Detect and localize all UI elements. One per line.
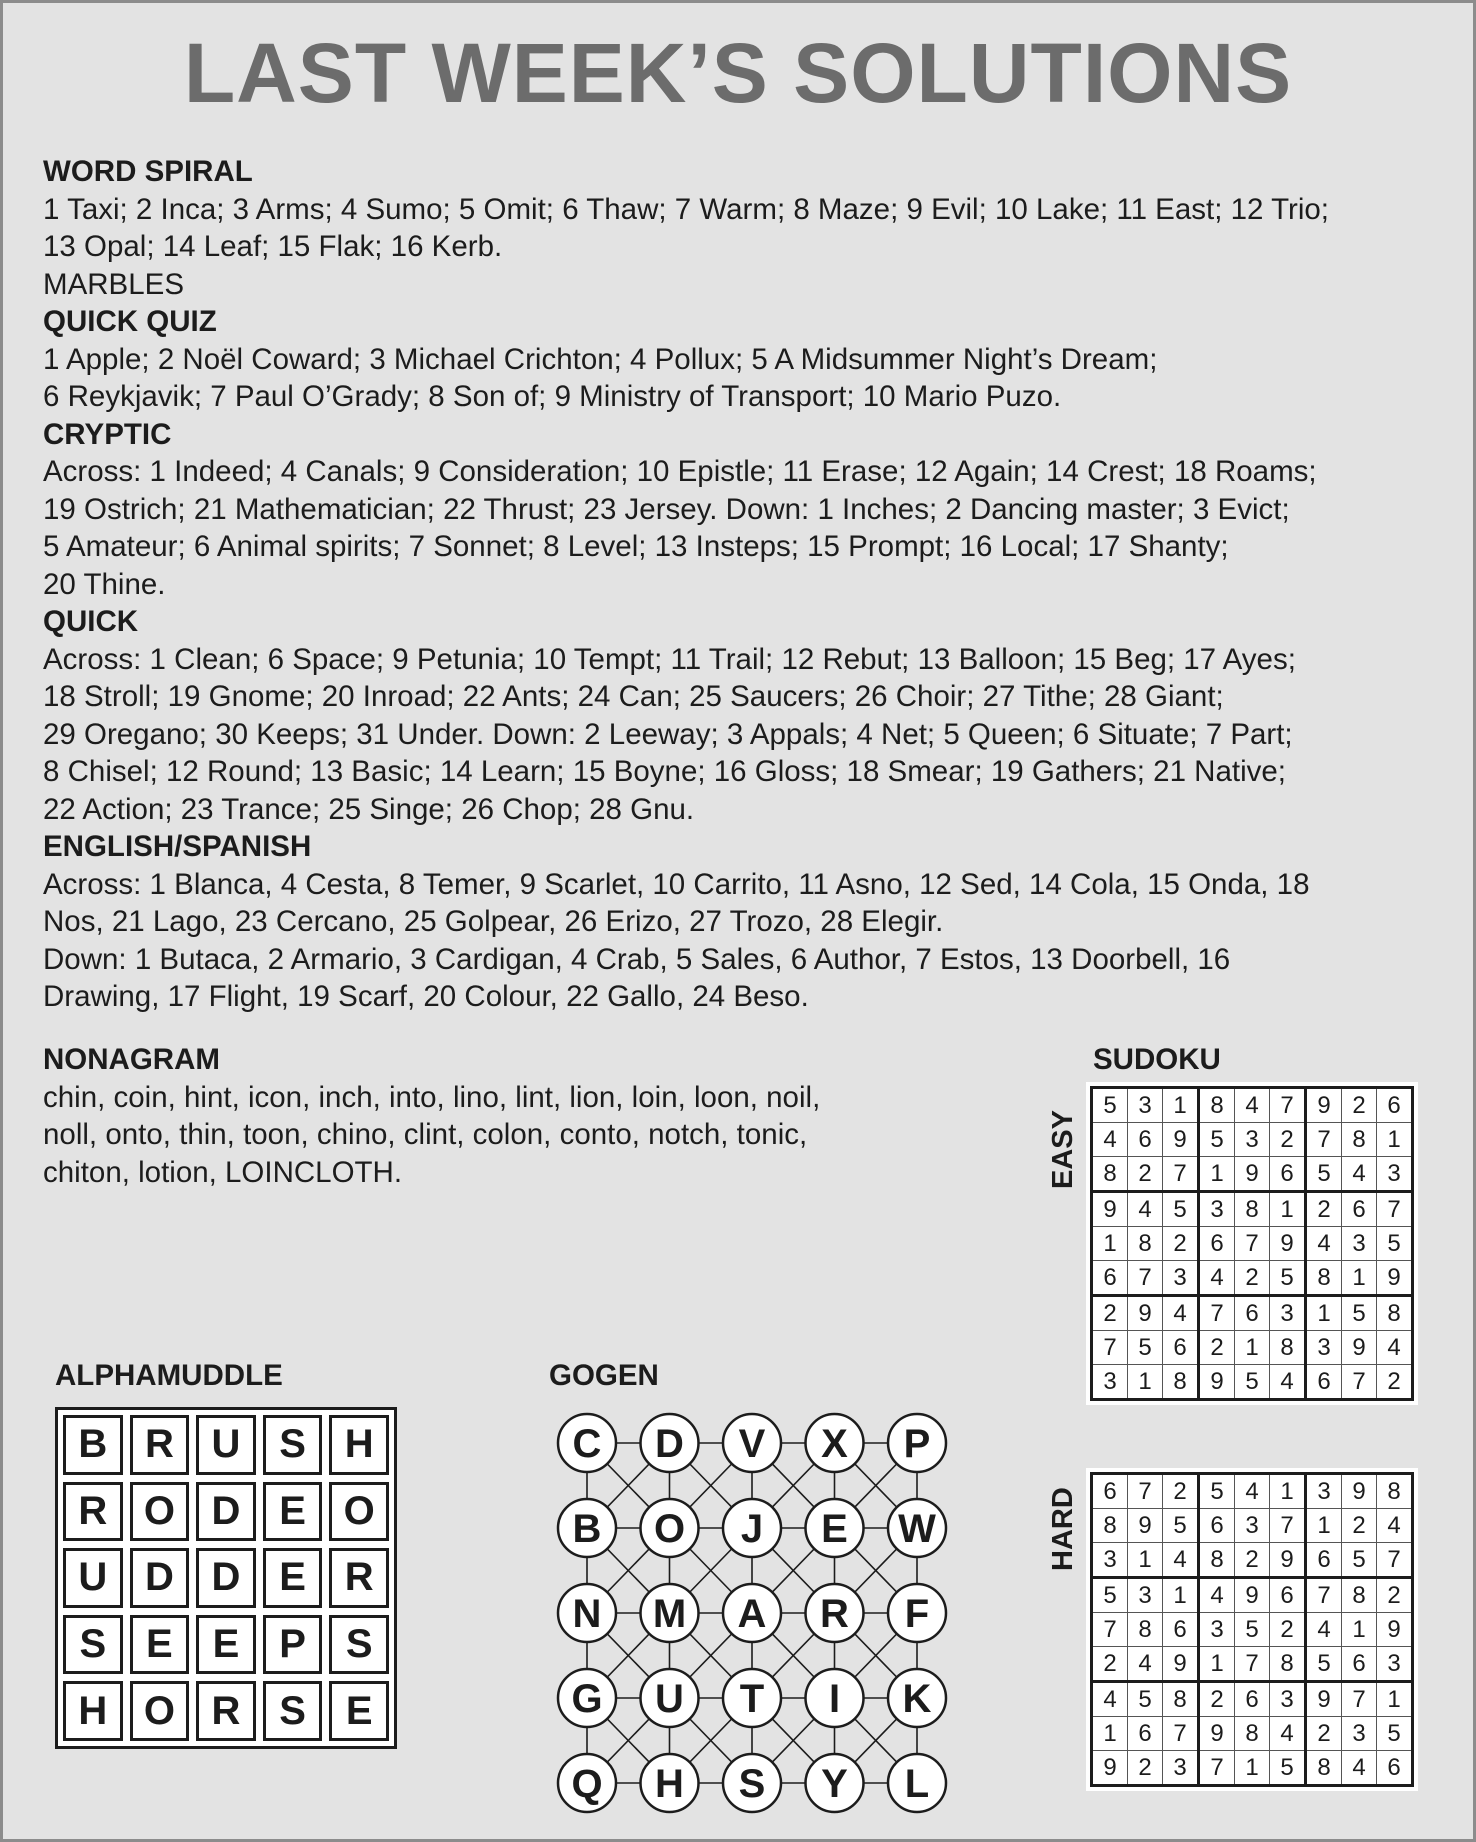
sudoku-row: [1092, 1543, 1413, 1578]
sudoku-cell: 7: [1163, 1157, 1199, 1192]
sudoku-cell: 4: [1306, 1613, 1342, 1647]
cryptic-line: Across: 1 Indeed; 4 Canals; 9 Consideration; 10 Epistle; 11 Erase; 12 Again; 14 Crest; 18 Roams;: [43, 455, 1317, 488]
sudoku-cell: 9: [1128, 1296, 1163, 1331]
sudoku-row: [1092, 1331, 1413, 1365]
quick-line: 29 Oregano; 30 Keeps; 31 Under. Down: 2 Leeway; 3 Appals; 4 Net; 5 Queen; 6 Situate; 7 Part;: [43, 717, 1293, 751]
sudoku-cell: 6: [1306, 1543, 1342, 1578]
sudoku-cell: 5: [1199, 1474, 1235, 1509]
sudoku-cell: 7: [1199, 1296, 1235, 1331]
sudoku-cell: 6: [1128, 1123, 1163, 1157]
quick-line: 18 Stroll; 19 Gnome; 20 Inroad; 22 Ants; 24 Can; 25 Saucers; 26 Choir; 27 Tithe; 28 Giant;: [43, 680, 1224, 713]
gogen-letter: B: [572, 1507, 602, 1551]
word-spiral-line: 1 Taxi; 2 Inca; 3 Arms; 4 Sumo; 5 Omit; 6 Thaw; 7 Warm; 8 Maze; 9 Evil; 10 Lake; 11 East; 12 Trio;: [43, 192, 1329, 226]
sudoku-cell: 8: [1342, 1578, 1377, 1613]
gogen-letter: J: [740, 1507, 764, 1551]
gogen-letter: H: [655, 1762, 684, 1806]
sudoku-cell: 8: [1092, 1157, 1128, 1192]
alphamuddle-cell: D: [130, 1548, 190, 1608]
sudoku-cell: 3: [1306, 1474, 1342, 1509]
sudoku-row: [1092, 1474, 1413, 1509]
alphamuddle-cell: E: [263, 1482, 323, 1542]
sudoku-cell: 1: [1092, 1717, 1128, 1751]
alphamuddle-cell: R: [196, 1681, 256, 1741]
sudoku-row: [1092, 1578, 1413, 1613]
sudoku-cell: 5: [1163, 1509, 1199, 1543]
sudoku-cell: 1: [1342, 1261, 1377, 1296]
sudoku-cell: 4: [1306, 1227, 1342, 1261]
sudoku-cell: 7: [1342, 1682, 1377, 1717]
sudoku-row: [1092, 1647, 1413, 1682]
sudoku-row: [1092, 1682, 1413, 1717]
sudoku-cell: 3: [1128, 1088, 1163, 1123]
sudoku-cell: 1: [1128, 1543, 1163, 1578]
sudoku-cell: 9: [1377, 1261, 1413, 1296]
sudoku-cell: 2: [1128, 1157, 1163, 1192]
alphamuddle-cell: E: [263, 1548, 323, 1608]
sudoku-cell: 8: [1377, 1474, 1413, 1509]
sudoku-cell: 9: [1306, 1682, 1342, 1717]
english-spanish-line: Across: 1 Blanca, 4 Cesta, 8 Temer, 9 Scarlet, 10 Carrito, 11 Asno, 12 Sed, 14 Cola, 15 Onda, 18: [43, 867, 1310, 901]
sudoku-cell: 6: [1092, 1474, 1128, 1509]
sudoku-cell: 2: [1306, 1192, 1342, 1227]
sudoku-cell: 5: [1128, 1682, 1163, 1717]
sudoku-cell: 7: [1235, 1647, 1270, 1682]
sudoku-cell: 6: [1199, 1227, 1235, 1261]
sudoku-cell: 8: [1199, 1088, 1235, 1123]
sudoku-cell: 1: [1128, 1365, 1163, 1400]
sudoku-cell: 5: [1128, 1331, 1163, 1365]
sudoku-cell: 4: [1235, 1088, 1270, 1123]
alphamuddle-cell: U: [63, 1548, 123, 1608]
sudoku-cell: 3: [1199, 1613, 1235, 1647]
quick-heading: QUICK: [43, 605, 139, 638]
sudoku-cell: 8: [1306, 1751, 1342, 1786]
gogen-letter: R: [820, 1592, 849, 1636]
sudoku-cell: 5: [1270, 1751, 1306, 1786]
gogen-letter: M: [652, 1592, 687, 1636]
sudoku-cell: 1: [1163, 1088, 1199, 1123]
word-spiral-line: 13 Opal; 14 Leaf; 15 Flak; 16 Kerb.: [43, 230, 503, 263]
sudoku-cell: 2: [1270, 1613, 1306, 1647]
sudoku-cell: 8: [1235, 1192, 1270, 1227]
gogen-letter: C: [572, 1422, 602, 1466]
sudoku-cell: 2: [1270, 1123, 1306, 1157]
sudoku-cell: 4: [1092, 1682, 1128, 1717]
word-spiral-heading: WORD SPIRAL: [43, 155, 253, 188]
alphamuddle-cell: O: [130, 1681, 190, 1741]
sudoku-cell: 8: [1163, 1682, 1199, 1717]
alphamuddle-cell: S: [263, 1415, 323, 1475]
sudoku-row: [1092, 1613, 1413, 1647]
english-spanish-heading: ENGLISH/SPANISH: [43, 830, 312, 863]
sudoku-cell: 2: [1092, 1296, 1128, 1331]
sudoku-cell: 1: [1377, 1123, 1413, 1157]
sudoku-cell: 1: [1092, 1227, 1128, 1261]
alphamuddle-cell: E: [329, 1681, 389, 1741]
sudoku-cell: 8: [1163, 1365, 1199, 1400]
alphamuddle-cell: S: [263, 1681, 323, 1741]
alphamuddle-cell: D: [196, 1548, 256, 1608]
sudoku-cell: 6: [1270, 1578, 1306, 1613]
sudoku-cell: 9: [1270, 1543, 1306, 1578]
sudoku-hard-grid: [1087, 1469, 1417, 1790]
sudoku-cell: 1: [1235, 1331, 1270, 1365]
sudoku-cell: 5: [1306, 1647, 1342, 1682]
gogen-grid: [543, 1403, 983, 1823]
sudoku-cell: 4: [1342, 1751, 1377, 1786]
sudoku-cell: 7: [1270, 1509, 1306, 1543]
nonagram-section: [43, 1041, 963, 1191]
gogen-letter: S: [738, 1762, 766, 1806]
alphamuddle-cell: R: [329, 1548, 389, 1608]
english-spanish-line: Nos, 21 Lago, 23 Cercano, 25 Golpear, 26 Erizo, 27 Trozo, 28 Elegir.: [43, 905, 944, 938]
sudoku-cell: 3: [1163, 1261, 1199, 1296]
sudoku-cell: 9: [1235, 1578, 1270, 1613]
sudoku-cell: 9: [1342, 1474, 1377, 1509]
sudoku-cell: 6: [1342, 1647, 1377, 1682]
sudoku-cell: 9: [1235, 1157, 1270, 1192]
quick-quiz-line: 6 Reykjavik; 7 Paul O’Grady; 8 Son of; 9 Ministry of Transport; 10 Mario Puzo.: [43, 380, 1062, 413]
sudoku-row: [1092, 1157, 1413, 1192]
sudoku-cell: 9: [1270, 1227, 1306, 1261]
sudoku-cell: 5: [1235, 1613, 1270, 1647]
sudoku-cell: 9: [1092, 1192, 1128, 1227]
sudoku-cell: 3: [1199, 1192, 1235, 1227]
sudoku-cell: 7: [1306, 1123, 1342, 1157]
sudoku-row: [1092, 1192, 1413, 1227]
sudoku-row: [1092, 1751, 1413, 1786]
word-spiral-line: MARBLES: [43, 267, 184, 301]
alphamuddle-cell: P: [263, 1615, 323, 1675]
gogen-heading: GOGEN: [549, 1359, 659, 1392]
sudoku-cell: 3: [1235, 1123, 1270, 1157]
sudoku-cell: 1: [1163, 1578, 1199, 1613]
sudoku-cell: 8: [1306, 1261, 1342, 1296]
sudoku-cell: 4: [1270, 1717, 1306, 1751]
sudoku-row: [1092, 1088, 1413, 1123]
sudoku-cell: 7: [1377, 1192, 1413, 1227]
gogen-letter: L: [904, 1762, 930, 1806]
sudoku-cell: 3: [1306, 1331, 1342, 1365]
gogen-letter: I: [828, 1677, 841, 1721]
sudoku-cell: 5: [1199, 1123, 1235, 1157]
gogen-letter: K: [902, 1677, 932, 1721]
sudoku-cell: 2: [1199, 1682, 1235, 1717]
sudoku-cell: 5: [1377, 1717, 1413, 1751]
sudoku-cell: 6: [1270, 1157, 1306, 1192]
gogen-letter: T: [739, 1677, 765, 1721]
sudoku-cell: 2: [1342, 1088, 1377, 1123]
sudoku-cell: 4: [1128, 1647, 1163, 1682]
gogen-letter: P: [903, 1422, 931, 1466]
alphamuddle-cell: H: [63, 1681, 123, 1741]
sudoku-cell: 5: [1163, 1192, 1199, 1227]
gogen-letter: O: [653, 1507, 686, 1551]
gogen-letter: X: [821, 1422, 848, 1466]
sudoku-row: [1092, 1227, 1413, 1261]
sudoku-cell: 3: [1163, 1751, 1199, 1786]
sudoku-cell: 3: [1270, 1296, 1306, 1331]
nonagram-line: chin, coin, hint, icon, inch, into, lino, lint, lion, loin, loon, noil,: [43, 1080, 821, 1114]
sudoku-cell: 8: [1092, 1509, 1128, 1543]
alphamuddle-cell: E: [130, 1615, 190, 1675]
alphamuddle-cell: B: [63, 1415, 123, 1475]
sudoku-row: [1092, 1261, 1413, 1296]
gogen-letter: G: [571, 1677, 603, 1721]
sudoku-cell: 6: [1199, 1509, 1235, 1543]
sudoku-cell: 5: [1092, 1578, 1128, 1613]
sudoku-cell: 3: [1092, 1543, 1128, 1578]
sudoku-row: [1092, 1717, 1413, 1751]
sudoku-cell: 4: [1199, 1261, 1235, 1296]
alphamuddle-cell: S: [329, 1615, 389, 1675]
sudoku-cell: 8: [1270, 1647, 1306, 1682]
sudoku-cell: 1: [1270, 1474, 1306, 1509]
sudoku-cell: 2: [1377, 1578, 1413, 1613]
solutions-text: [43, 153, 1453, 1016]
page-title: LAST WEEK’S SOLUTIONS: [183, 26, 1293, 120]
sudoku-cell: 8: [1235, 1717, 1270, 1751]
sudoku-cell: 5: [1092, 1088, 1128, 1123]
sudoku-cell: 2: [1235, 1261, 1270, 1296]
gogen-letter: F: [904, 1592, 930, 1636]
nonagram-line: noll, onto, thin, toon, chino, clint, colon, conto, notch, tonic,: [43, 1118, 808, 1151]
sudoku-cell: 7: [1092, 1331, 1128, 1365]
alphamuddle-heading: ALPHAMUDDLE: [55, 1359, 283, 1392]
gogen-letter: V: [738, 1422, 766, 1466]
sudoku-cell: 7: [1306, 1578, 1342, 1613]
sudoku-cell: 6: [1377, 1088, 1413, 1123]
sudoku-cell: 7: [1128, 1261, 1163, 1296]
sudoku-cell: 9: [1163, 1647, 1199, 1682]
sudoku-cell: 5: [1235, 1365, 1270, 1400]
sudoku-cell: 2: [1235, 1543, 1270, 1578]
quick-quiz-line: 1 Apple; 2 Noël Coward; 3 Michael Crichton; 4 Pollux; 5 A Midsummer Night’s Dream;: [43, 342, 1158, 376]
sudoku-cell: 2: [1306, 1717, 1342, 1751]
quick-line: 8 Chisel; 12 Round; 13 Basic; 14 Learn; 15 Boyne; 16 Gloss; 18 Smear; 19 Gathers; 21 Native;: [43, 755, 1286, 788]
sudoku-row: [1092, 1365, 1413, 1400]
cryptic-line: 20 Thine.: [43, 567, 166, 601]
sudoku-cell: 4: [1128, 1192, 1163, 1227]
sudoku-cell: 8: [1270, 1331, 1306, 1365]
sudoku-row: [1092, 1123, 1413, 1157]
sudoku-cell: 1: [1199, 1157, 1235, 1192]
sudoku-cell: 1: [1306, 1296, 1342, 1331]
sudoku-cell: 7: [1092, 1613, 1128, 1647]
sudoku-cell: 4: [1199, 1578, 1235, 1613]
sudoku-cell: 5: [1342, 1296, 1377, 1331]
sudoku-cell: 6: [1163, 1613, 1199, 1647]
sudoku-cell: 6: [1306, 1365, 1342, 1400]
sudoku-cell: 7: [1199, 1751, 1235, 1786]
sudoku-cell: 9: [1342, 1331, 1377, 1365]
sudoku-cell: 1: [1235, 1751, 1270, 1786]
quick-line: 22 Action; 23 Trance; 25 Singe; 26 Chop; 28 Gnu.: [43, 792, 695, 826]
sudoku-cell: 8: [1377, 1296, 1413, 1331]
gogen-letter: Q: [571, 1762, 603, 1806]
sudoku-cell: 2: [1377, 1365, 1413, 1400]
sudoku-cell: 2: [1128, 1751, 1163, 1786]
alphamuddle-cell: S: [63, 1615, 123, 1675]
sudoku-cell: 5: [1270, 1261, 1306, 1296]
sudoku-cell: 4: [1163, 1543, 1199, 1578]
sudoku-hard-label: HARD: [1047, 1487, 1079, 1571]
sudoku-cell: 9: [1128, 1509, 1163, 1543]
sudoku-cell: 2: [1342, 1509, 1377, 1543]
alphamuddle-cell: O: [130, 1482, 190, 1542]
sudoku-cell: 4: [1377, 1509, 1413, 1543]
sudoku-cell: 7: [1128, 1474, 1163, 1509]
quick-line: Across: 1 Clean; 6 Space; 9 Petunia; 10 Tempt; 11 Trail; 12 Rebut; 13 Balloon; 15 Beg; 17 Ayes;: [43, 642, 1296, 676]
sudoku-cell: 5: [1342, 1543, 1377, 1578]
sudoku-cell: 3: [1342, 1227, 1377, 1261]
cryptic-line: 5 Amateur; 6 Animal spirits; 7 Sonnet; 8 Level; 13 Insteps; 15 Prompt; 16 Local; 17 Shanty;: [43, 530, 1229, 563]
sudoku-cell: 2: [1199, 1331, 1235, 1365]
quick-quiz-heading: QUICK QUIZ: [43, 305, 217, 338]
gogen-letter: A: [737, 1592, 767, 1636]
sudoku-cell: 1: [1342, 1613, 1377, 1647]
sudoku-cell: 3: [1342, 1717, 1377, 1751]
alphamuddle-cell: U: [196, 1415, 256, 1475]
sudoku-cell: 7: [1270, 1088, 1306, 1123]
sudoku-cell: 8: [1128, 1227, 1163, 1261]
sudoku-cell: 4: [1163, 1296, 1199, 1331]
english-spanish-line: Down: 1 Butaca, 2 Armario, 3 Cardigan, 4 Crab, 5 Sales, 6 Author, 7 Estos, 13 Doorbell, 16: [43, 942, 1231, 976]
sudoku-cell: 1: [1306, 1509, 1342, 1543]
alphamuddle-cell: R: [130, 1415, 190, 1475]
cryptic-line: 19 Ostrich; 21 Mathematician; 22 Thrust; 23 Jersey. Down: 1 Inches; 2 Dancing master; 3 Evict;: [43, 492, 1290, 526]
gogen-letter: Y: [821, 1762, 848, 1806]
sudoku-cell: 3: [1235, 1509, 1270, 1543]
sudoku-cell: 9: [1199, 1365, 1235, 1400]
sudoku-cell: 2: [1092, 1647, 1128, 1682]
sudoku-cell: 2: [1163, 1227, 1199, 1261]
alphamuddle-cell: D: [196, 1482, 256, 1542]
sudoku-cell: 7: [1342, 1365, 1377, 1400]
alphamuddle-grid: [55, 1407, 397, 1749]
sudoku-cell: 1: [1377, 1682, 1413, 1717]
sudoku-cell: 6: [1092, 1261, 1128, 1296]
sudoku-cell: 6: [1163, 1331, 1199, 1365]
sudoku-cell: 7: [1377, 1543, 1413, 1578]
sudoku-cell: 4: [1342, 1157, 1377, 1192]
sudoku-cell: 3: [1377, 1647, 1413, 1682]
sudoku-heading: SUDOKU: [1093, 1043, 1221, 1076]
gogen-letter: E: [821, 1507, 848, 1551]
cryptic-heading: CRYPTIC: [43, 417, 172, 451]
alphamuddle-cell: R: [63, 1482, 123, 1542]
sudoku-cell: 1: [1199, 1647, 1235, 1682]
sudoku-cell: 5: [1377, 1227, 1413, 1261]
gogen-letter: W: [898, 1507, 936, 1551]
sudoku-easy-label: EASY: [1047, 1110, 1079, 1189]
alphamuddle-cell: H: [329, 1415, 389, 1475]
alphamuddle-cell: E: [196, 1615, 256, 1675]
sudoku-row: [1092, 1296, 1413, 1331]
sudoku-cell: 8: [1199, 1543, 1235, 1578]
sudoku-cell: 4: [1270, 1365, 1306, 1400]
sudoku-cell: 1: [1270, 1192, 1306, 1227]
sudoku-easy-grid: [1087, 1083, 1417, 1404]
sudoku-cell: 7: [1235, 1227, 1270, 1261]
sudoku-cell: 9: [1199, 1717, 1235, 1751]
sudoku-cell: 3: [1377, 1157, 1413, 1192]
sudoku-cell: 6: [1342, 1192, 1377, 1227]
gogen-letter: U: [655, 1677, 684, 1721]
sudoku-cell: 7: [1163, 1717, 1199, 1751]
sudoku-cell: 9: [1377, 1613, 1413, 1647]
nonagram-heading: NONAGRAM: [43, 1043, 220, 1076]
sudoku-cell: 4: [1377, 1331, 1413, 1365]
sudoku-cell: 8: [1128, 1613, 1163, 1647]
sudoku-row: [1092, 1509, 1413, 1543]
gogen-letter: N: [572, 1592, 602, 1636]
sudoku-cell: 9: [1306, 1088, 1342, 1123]
sudoku-cell: 6: [1235, 1296, 1270, 1331]
sudoku-cell: 8: [1342, 1123, 1377, 1157]
nonagram-line: chiton, lotion, LOINCLOTH.: [43, 1155, 403, 1189]
sudoku-cell: 5: [1306, 1157, 1342, 1192]
alphamuddle-cell: O: [329, 1482, 389, 1542]
sudoku-cell: 6: [1235, 1682, 1270, 1717]
sudoku-cell: 6: [1377, 1751, 1413, 1786]
sudoku-cell: 4: [1235, 1474, 1270, 1509]
sudoku-cell: 2: [1163, 1474, 1199, 1509]
sudoku-cell: 9: [1092, 1751, 1128, 1786]
sudoku-cell: 9: [1163, 1123, 1199, 1157]
sudoku-cell: 3: [1270, 1682, 1306, 1717]
sudoku-cell: 3: [1092, 1365, 1128, 1400]
sudoku-cell: 6: [1128, 1717, 1163, 1751]
sudoku-cell: 3: [1128, 1578, 1163, 1613]
gogen-letter: D: [655, 1422, 684, 1466]
sudoku-cell: 4: [1092, 1123, 1128, 1157]
english-spanish-line: Drawing, 17 Flight, 19 Scarf, 20 Colour, 22 Gallo, 24 Beso.: [43, 980, 809, 1013]
